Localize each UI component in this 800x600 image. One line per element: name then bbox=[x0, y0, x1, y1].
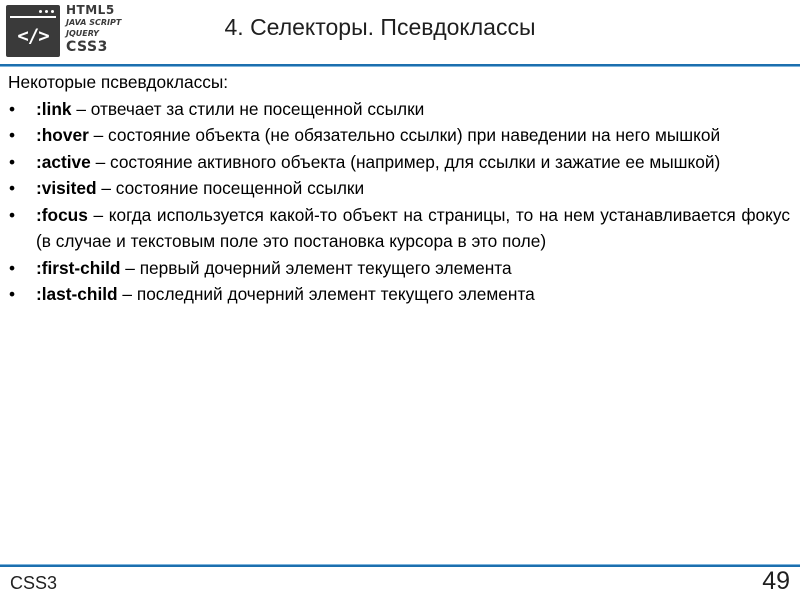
list-item-term: :first-child bbox=[36, 257, 121, 278]
bullet-icon: • bbox=[9, 204, 16, 225]
logo bbox=[6, 3, 122, 62]
logo-word-jquery: JQUERY bbox=[66, 29, 99, 38]
intro-text: Некоторые псвевдоклассы: bbox=[8, 72, 229, 92]
list-item bbox=[8, 122, 790, 149]
list-item-text: – когда используется какой-то объект на страницы, то на нем устанавливается фокус (в случае и текстовым поле это постановка курсора в это поле) bbox=[36, 204, 790, 251]
logo-wordmark bbox=[66, 4, 120, 56]
header-divider bbox=[0, 64, 800, 67]
pseudo-class-list bbox=[8, 96, 790, 308]
list-item bbox=[8, 281, 790, 308]
window-dot bbox=[45, 10, 48, 13]
bullet-icon: • bbox=[9, 125, 16, 145]
list-item bbox=[8, 149, 790, 176]
bullet-icon: • bbox=[9, 151, 16, 172]
list-item-term: :active bbox=[36, 151, 91, 172]
list-item bbox=[8, 175, 790, 202]
list-item bbox=[8, 202, 790, 255]
page-title: 4. Селекторы. Псевдоклассы bbox=[224, 14, 536, 40]
list-item-term: :last-child bbox=[36, 284, 118, 304]
window-dot bbox=[51, 10, 54, 13]
bullet-icon: • bbox=[9, 98, 16, 119]
code-brackets-icon bbox=[6, 5, 60, 57]
list-item bbox=[8, 255, 790, 282]
page-number: 49 bbox=[762, 567, 790, 595]
list-item-term: :focus bbox=[36, 204, 88, 225]
bullet-icon: • bbox=[9, 178, 16, 198]
list-item-text: – состояние активного объекта (например, для ссылки и зажатие ее мышкой) bbox=[90, 151, 721, 172]
window-dot bbox=[39, 10, 42, 13]
list-item-term: :hover bbox=[36, 125, 89, 145]
window-bar bbox=[10, 9, 56, 18]
footer-label: CSS3 bbox=[10, 573, 58, 593]
list-item-text: – первый дочерний элемент текущего элемента bbox=[120, 257, 512, 278]
list-item-text: – состояние объекта (не обязательно ссылки) при наведении на него мышкой bbox=[88, 125, 721, 145]
logo-word-javascript: JAVA SCRIPT bbox=[66, 18, 122, 27]
list-item-text: – состояние посещенной ссылки bbox=[96, 178, 365, 198]
code-glyph: </> bbox=[17, 25, 49, 47]
list-item bbox=[8, 96, 790, 123]
footer-divider bbox=[0, 564, 800, 567]
logo-word-css3: CSS3 bbox=[66, 39, 108, 55]
logo-word-html5: HTML5 bbox=[66, 3, 115, 17]
list-item-term: :link bbox=[36, 98, 72, 119]
slide-content bbox=[8, 69, 790, 308]
list-item-text: – отвечает за стили не посещенной ссылки bbox=[71, 98, 425, 119]
bullet-icon: • bbox=[9, 284, 16, 304]
bullet-icon: • bbox=[9, 257, 16, 278]
list-item-term: :visited bbox=[36, 178, 97, 198]
list-item-text: – последний дочерний элемент текущего элемента bbox=[117, 284, 535, 304]
